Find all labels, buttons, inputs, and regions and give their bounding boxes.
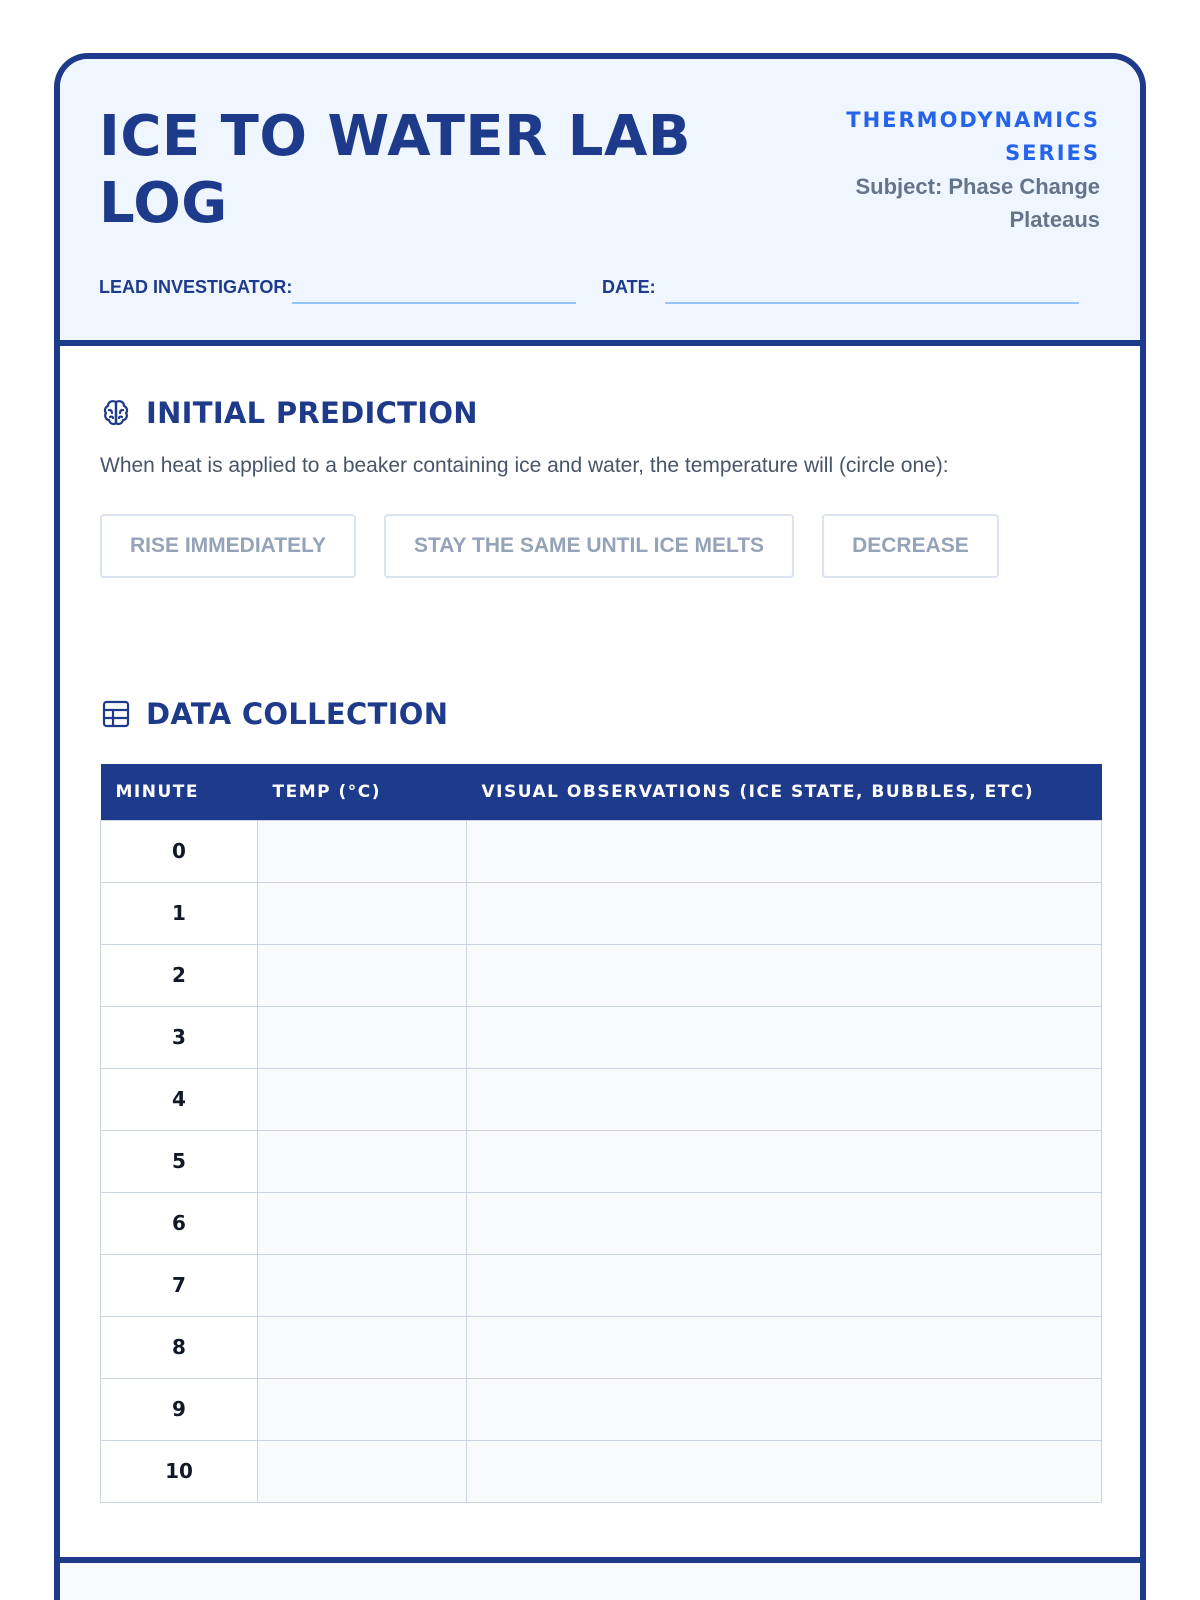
lab-log-sheet bbox=[54, 53, 1146, 1600]
temp-cell[interactable] bbox=[258, 1254, 467, 1316]
table-row bbox=[101, 820, 1102, 882]
data-collection-heading bbox=[100, 697, 448, 731]
minute-cell: 4 bbox=[101, 1068, 258, 1130]
temp-cell[interactable] bbox=[258, 820, 467, 882]
table-row bbox=[101, 1378, 1102, 1440]
lead-investigator-field[interactable] bbox=[292, 302, 576, 304]
minute-cell: 7 bbox=[101, 1254, 258, 1316]
observation-cell[interactable] bbox=[467, 1192, 1102, 1254]
table-row bbox=[101, 1130, 1102, 1192]
footer-band bbox=[60, 1557, 1140, 1600]
observation-cell[interactable] bbox=[467, 1378, 1102, 1440]
option-stay-same[interactable]: STAY THE SAME UNTIL ICE MELTS bbox=[384, 514, 794, 578]
temp-cell[interactable] bbox=[258, 1006, 467, 1068]
observation-cell[interactable] bbox=[467, 944, 1102, 1006]
observation-cell[interactable] bbox=[467, 882, 1102, 944]
temp-cell[interactable] bbox=[258, 944, 467, 1006]
prediction-options bbox=[100, 514, 999, 578]
data-table bbox=[100, 764, 1102, 1503]
column-header-minute: MINUTE bbox=[101, 764, 258, 820]
temp-cell[interactable] bbox=[258, 1192, 467, 1254]
minute-cell: 2 bbox=[101, 944, 258, 1006]
minute-cell: 6 bbox=[101, 1192, 258, 1254]
prediction-title: INITIAL PREDICTION bbox=[146, 396, 478, 430]
observation-cell[interactable] bbox=[467, 1440, 1102, 1502]
table-row bbox=[101, 1192, 1102, 1254]
data-collection-title: DATA COLLECTION bbox=[146, 697, 449, 731]
table-row bbox=[101, 1068, 1102, 1130]
prediction-prompt: When heat is applied to a beaker containing ice and water, the temperature will (circle one): bbox=[100, 454, 949, 477]
option-decrease[interactable]: DECREASE bbox=[822, 514, 999, 578]
observation-cell[interactable] bbox=[467, 820, 1102, 882]
minute-cell: 0 bbox=[101, 820, 258, 882]
brain-icon bbox=[100, 397, 132, 429]
temp-cell[interactable] bbox=[258, 1378, 467, 1440]
minute-cell: 3 bbox=[101, 1006, 258, 1068]
minute-cell: 5 bbox=[101, 1130, 258, 1192]
observation-cell[interactable] bbox=[467, 1254, 1102, 1316]
temp-cell[interactable] bbox=[258, 882, 467, 944]
table-row bbox=[101, 1440, 1102, 1502]
date-label: DATE: bbox=[602, 277, 656, 297]
series-label: THERMODYNAMICS SERIES bbox=[846, 108, 1100, 165]
subject-label: Subject: Phase Change Plateaus bbox=[855, 174, 1100, 232]
minute-cell: 8 bbox=[101, 1316, 258, 1378]
observation-cell[interactable] bbox=[467, 1068, 1102, 1130]
table-body bbox=[101, 820, 1102, 1502]
observation-cell[interactable] bbox=[467, 1316, 1102, 1378]
prediction-heading bbox=[100, 396, 478, 430]
minute-cell: 9 bbox=[101, 1378, 258, 1440]
column-header-temp: TEMP (°C) bbox=[258, 764, 467, 820]
temp-cell[interactable] bbox=[258, 1316, 467, 1378]
observation-cell[interactable] bbox=[467, 1006, 1102, 1068]
temp-cell[interactable] bbox=[258, 1068, 467, 1130]
minute-cell: 10 bbox=[101, 1440, 258, 1502]
table-row bbox=[101, 1006, 1102, 1068]
header bbox=[60, 59, 1140, 346]
column-header-observations: VISUAL OBSERVATIONS (ICE STATE, BUBBLES, ETC) bbox=[467, 764, 1102, 820]
temp-cell[interactable] bbox=[258, 1130, 467, 1192]
table-row bbox=[101, 1316, 1102, 1378]
temp-cell[interactable] bbox=[258, 1440, 467, 1502]
table-header-row bbox=[101, 764, 1102, 820]
table-row bbox=[101, 1254, 1102, 1316]
option-rise-immediately[interactable]: RISE IMMEDIATELY bbox=[100, 514, 356, 578]
date-field[interactable] bbox=[665, 302, 1079, 304]
lead-investigator-label: LEAD INVESTIGATOR: bbox=[99, 277, 293, 297]
observation-cell[interactable] bbox=[467, 1130, 1102, 1192]
table-row bbox=[101, 944, 1102, 1006]
series-block bbox=[800, 104, 1100, 236]
minute-cell: 1 bbox=[101, 882, 258, 944]
table-icon bbox=[100, 698, 132, 730]
table-row bbox=[101, 882, 1102, 944]
page-title: ICE TO WATER LAB LOG bbox=[99, 104, 692, 236]
